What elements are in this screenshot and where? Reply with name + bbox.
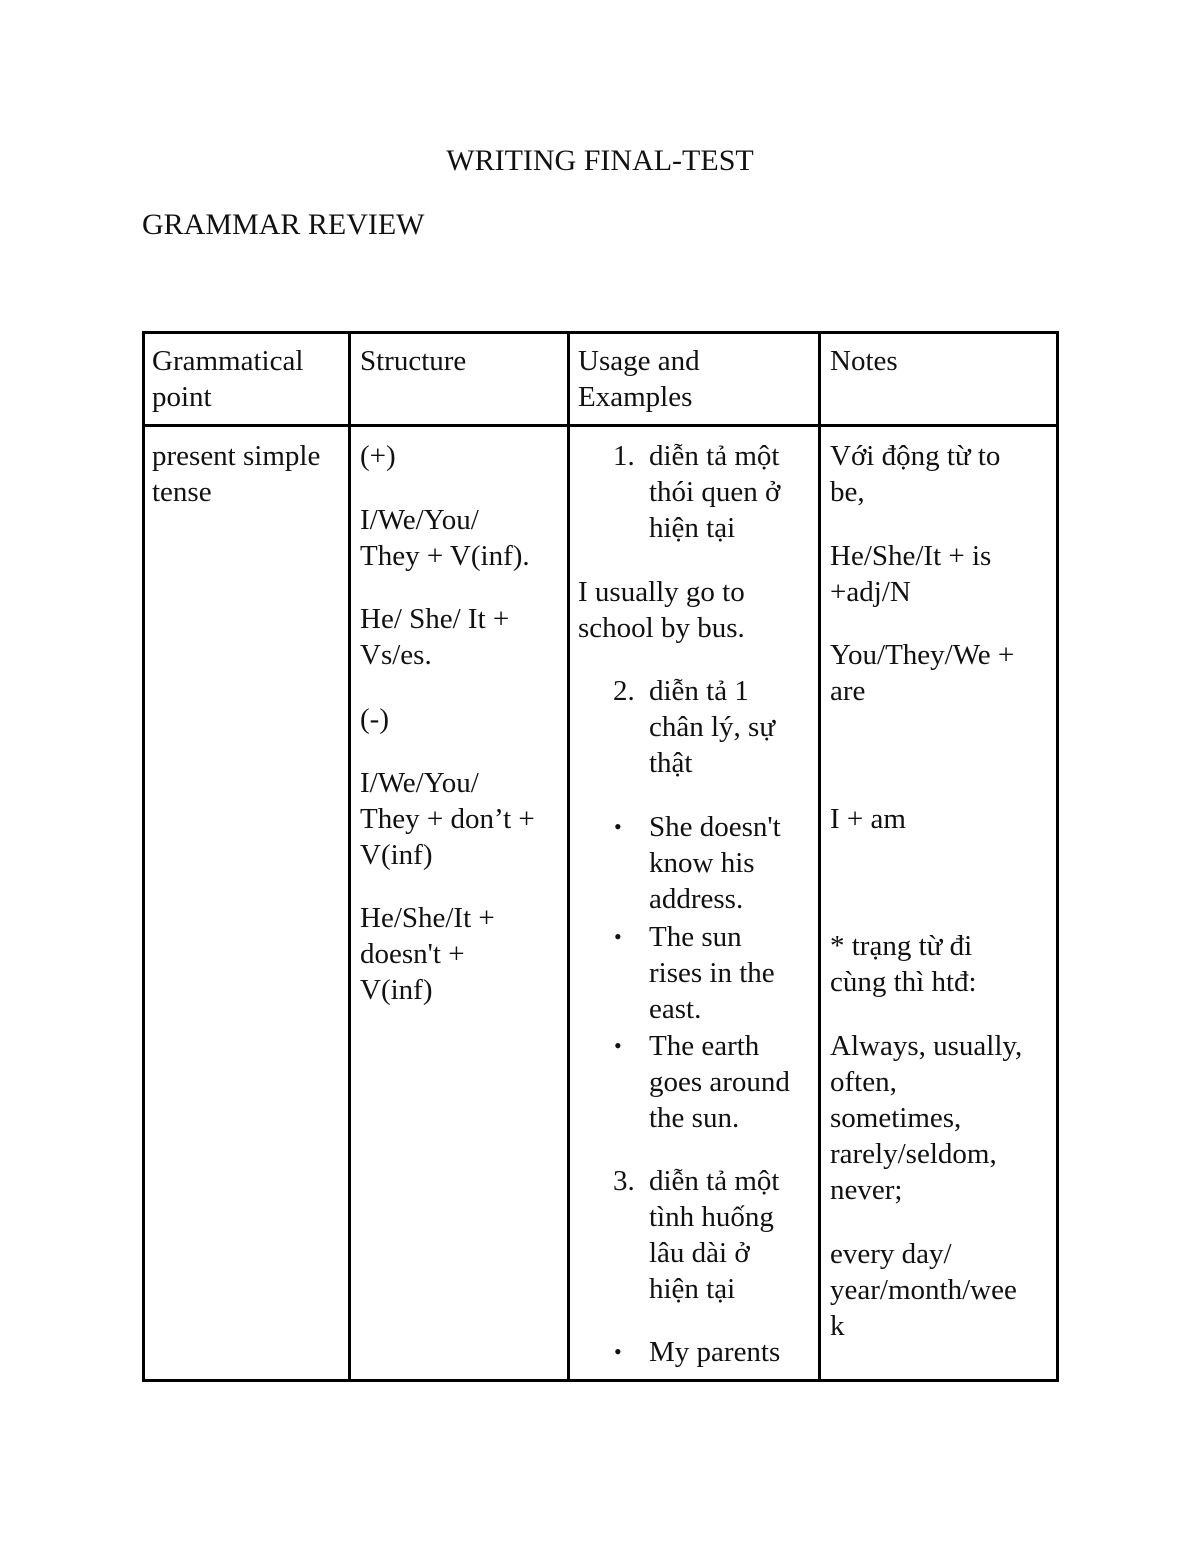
table-border-right <box>1056 331 1059 1382</box>
note-time-expr-line3: k <box>830 1310 845 1342</box>
usage-number-2: 2. <box>613 675 635 707</box>
grammar-table <box>142 331 1059 1382</box>
usage-number-3: 3. <box>613 1165 635 1197</box>
negative-structure-1-line1: I/We/You/ <box>360 767 479 799</box>
usage-item-3-line4: hiện tại <box>649 1273 736 1305</box>
usage-item-3-line3: lâu dài ở <box>649 1237 750 1269</box>
note-tobe-line1: Với động từ to <box>830 440 1001 472</box>
example-bullet-2-line1: The sun <box>649 921 742 953</box>
example-bullet-3-line3: the sun. <box>649 1102 740 1134</box>
usage-item-3-line1: diễn tả một <box>649 1165 780 1197</box>
column-divider-2 <box>567 331 570 1382</box>
example-bullet-2-line2: rises in the <box>649 957 775 989</box>
positive-structure-1-line2: They + V(inf). <box>360 540 530 572</box>
table-border-top <box>142 331 1059 334</box>
bullet-icon: • <box>614 814 622 839</box>
usage-item-1-line1: diễn tả một <box>649 440 780 472</box>
header-structure: Structure <box>360 345 467 377</box>
usage-item-2-line2: chân lý, sự <box>649 711 776 743</box>
example-bullet-1-line3: address. <box>649 883 744 915</box>
bullet-icon: • <box>614 924 622 949</box>
header-grammatical-point-line2: point <box>152 381 212 413</box>
note-tobe-line2: be, <box>830 476 865 508</box>
positive-structure-2-line2: Vs/es. <box>360 639 432 671</box>
example-1-line2: school by bus. <box>578 612 745 644</box>
header-usage-line2: Examples <box>578 381 693 413</box>
note-you-they-we-line2: are <box>830 675 866 707</box>
note-adverbs-line5: never; <box>830 1174 903 1206</box>
point-text-line1: present simple <box>152 440 321 472</box>
negative-structure-2-line1: He/She/It + <box>360 902 495 934</box>
negative-marker: (-) <box>360 703 389 735</box>
bullet-icon: • <box>614 1033 622 1058</box>
header-notes: Notes <box>830 345 898 377</box>
positive-marker: (+) <box>360 440 396 472</box>
example-1-line1: I usually go to <box>578 576 745 608</box>
negative-structure-1-line3: V(inf) <box>360 839 433 871</box>
example-bullet-1-line2: know his <box>649 847 755 879</box>
note-adverbs-intro-line1: * trạng từ đi <box>830 930 973 962</box>
example-bullet-1-line1: She doesn't <box>649 811 781 843</box>
usage-item-1-line3: hiện tại <box>649 512 736 544</box>
note-he-she-it-line2: +adj/N <box>830 576 911 608</box>
note-adverbs-line2: often, <box>830 1066 897 1098</box>
table-border-left <box>142 331 145 1382</box>
bullet-icon: • <box>614 1339 622 1364</box>
example-bullet-4-line1: My parents <box>649 1336 781 1368</box>
section-heading: GRAMMAR REVIEW <box>142 208 425 241</box>
note-he-she-it-line1: He/She/It + is <box>830 540 992 572</box>
usage-item-2-line3: thật <box>649 747 693 779</box>
header-divider <box>142 424 1059 427</box>
note-i-am: I + am <box>830 803 906 835</box>
column-divider-3 <box>818 331 821 1382</box>
example-bullet-3-line1: The earth <box>649 1030 760 1062</box>
note-adverbs-line1: Always, usually, <box>830 1030 1023 1062</box>
page-title: WRITING FINAL-TEST <box>446 144 754 177</box>
example-bullet-2-line3: east. <box>649 993 702 1025</box>
column-divider-1 <box>348 331 351 1382</box>
positive-structure-1-line1: I/We/You/ <box>360 504 479 536</box>
header-usage-line1: Usage and <box>578 345 700 377</box>
header-grammatical-point-line1: Grammatical <box>152 345 304 377</box>
point-text-line2: tense <box>152 476 212 508</box>
table-border-bottom <box>142 1379 1059 1382</box>
usage-item-1-line2: thói quen ở <box>649 476 781 508</box>
negative-structure-2-line3: V(inf) <box>360 974 433 1006</box>
note-time-expr-line2: year/month/wee <box>830 1274 1017 1306</box>
note-time-expr-line1: every day/ <box>830 1238 952 1270</box>
example-bullet-3-line2: goes around <box>649 1066 790 1098</box>
note-you-they-we-line1: You/They/We + <box>830 639 1015 671</box>
note-adverbs-line4: rarely/seldom, <box>830 1138 997 1170</box>
usage-item-2-line1: diễn tả 1 <box>649 675 749 707</box>
negative-structure-1-line2: They + don’t + <box>360 803 535 835</box>
note-adverbs-line3: sometimes, <box>830 1102 962 1134</box>
positive-structure-2-line1: He/ She/ It + <box>360 603 510 635</box>
usage-item-3-line2: tình huống <box>649 1201 774 1233</box>
note-adverbs-intro-line2: cùng thì htđ: <box>830 966 977 998</box>
usage-number-1: 1. <box>613 440 635 472</box>
negative-structure-2-line2: doesn't + <box>360 938 465 970</box>
